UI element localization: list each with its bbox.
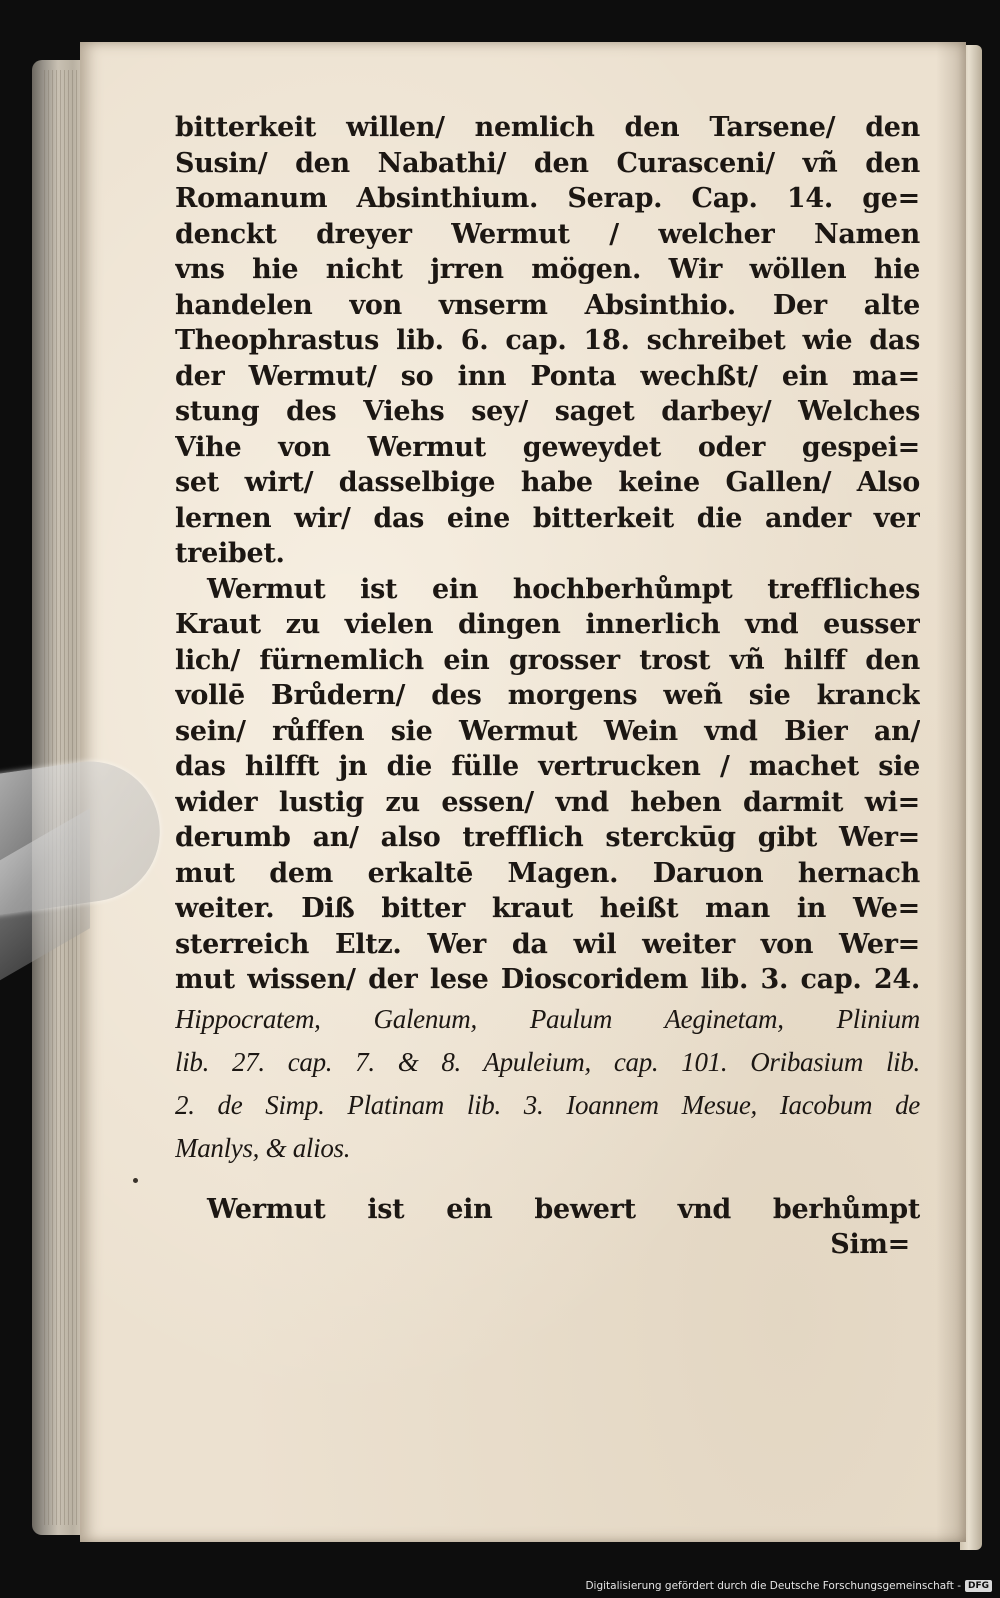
- ink-speck: [133, 1178, 138, 1183]
- footer-credit: Digitalisierung gefördert durch die Deutsche Forschungsgemeinschaft -: [585, 1580, 961, 1592]
- digitization-footer: [585, 1576, 992, 1596]
- text-line: bitterkeit willen/ nemlich den Tarsene/ den: [175, 112, 920, 143]
- text-line: treibet.: [175, 538, 285, 569]
- text-line: vns hie nicht jrren mögen. Wir wöllen hie: [175, 254, 920, 285]
- paragraph-line: sterreich Eltz. Wer da wil weiter von Wer=: [175, 928, 920, 960]
- text-line: Theophrastus lib. 6. cap. 18. schreibet wie das: [175, 325, 920, 356]
- text-line: Romanum Absinthium. Serap. Cap. 14. ge=: [175, 183, 920, 214]
- text-line: set wirt/ dasselbige habe keine Gallen/ Also: [175, 467, 920, 498]
- catchword: Sim=: [830, 1229, 910, 1260]
- paragraph-line: lich/ fürnemlich ein grosser trost vñ hilff den: [175, 644, 920, 676]
- paragraph-line: Wermut ist ein hochberhůmpt treffliches: [207, 573, 920, 605]
- paragraph-line: sein/ růffen sie Wermut Wein vnd Bier an/: [175, 715, 920, 747]
- gutter-shadow: [936, 42, 966, 1542]
- text-line: Vihe von Wermut geweydet oder gespei=: [175, 431, 920, 463]
- latin-citation-line: lib. 27. cap. 7. & 8. Apuleium, cap. 101. Oribasium lib.: [175, 1046, 920, 1077]
- paragraph-line: mut wissen/ der lese Dioscoridem lib. 3. cap. 24.: [175, 964, 920, 995]
- dfg-logo: DFG: [965, 1580, 992, 1592]
- paragraph-line: derumb an/ also trefflich sterckūg gibt Wer=: [175, 822, 920, 853]
- paragraph-line: wider lustig zu essen/ vnd heben darmit wi=: [175, 786, 920, 818]
- text-line: lernen wir/ das eine bitterkeit die ander ver: [175, 502, 920, 534]
- latin-citation-line: Hippocratem, Galenum, Paulum Aeginetam, Plinium: [175, 1003, 920, 1034]
- latin-citation-line: Manlys, & alios.: [175, 1132, 351, 1163]
- paragraph-line: Kraut zu vielen dingen innerlich vnd eusser: [175, 609, 920, 640]
- final-text-line: Wermut ist ein bewert vnd berhůmpt: [207, 1193, 920, 1225]
- text-line: stung des Viehs sey/ saget darbey/ Welches: [175, 396, 920, 427]
- paragraph-line: mut dem erkaltē Magen. Daruon hernach: [175, 857, 920, 889]
- latin-citation-line: 2. de Simp. Platinam lib. 3. Ioannem Mesue, Iacobum de: [175, 1089, 920, 1120]
- text-line: denckt dreyer Wermut / welcher Namen: [175, 218, 920, 250]
- paragraph-line: das hilfft jn die fülle vertrucken / machet sie: [175, 751, 920, 782]
- text-line: Susin/ den Nabathi/ den Curasceni/ vñ den: [175, 147, 920, 179]
- text-line: der Wermut/ so inn Ponta wechßt/ ein ma=: [175, 360, 920, 392]
- text-line: handelen von vnserm Absinthio. Der alte: [175, 289, 920, 321]
- paragraph-line: weiter. Diß bitter kraut heißt man in We=: [175, 893, 920, 924]
- paragraph-line: vollē Brůdern/ des morgens weñ sie kranck: [175, 680, 920, 711]
- page-text: [175, 110, 920, 1263]
